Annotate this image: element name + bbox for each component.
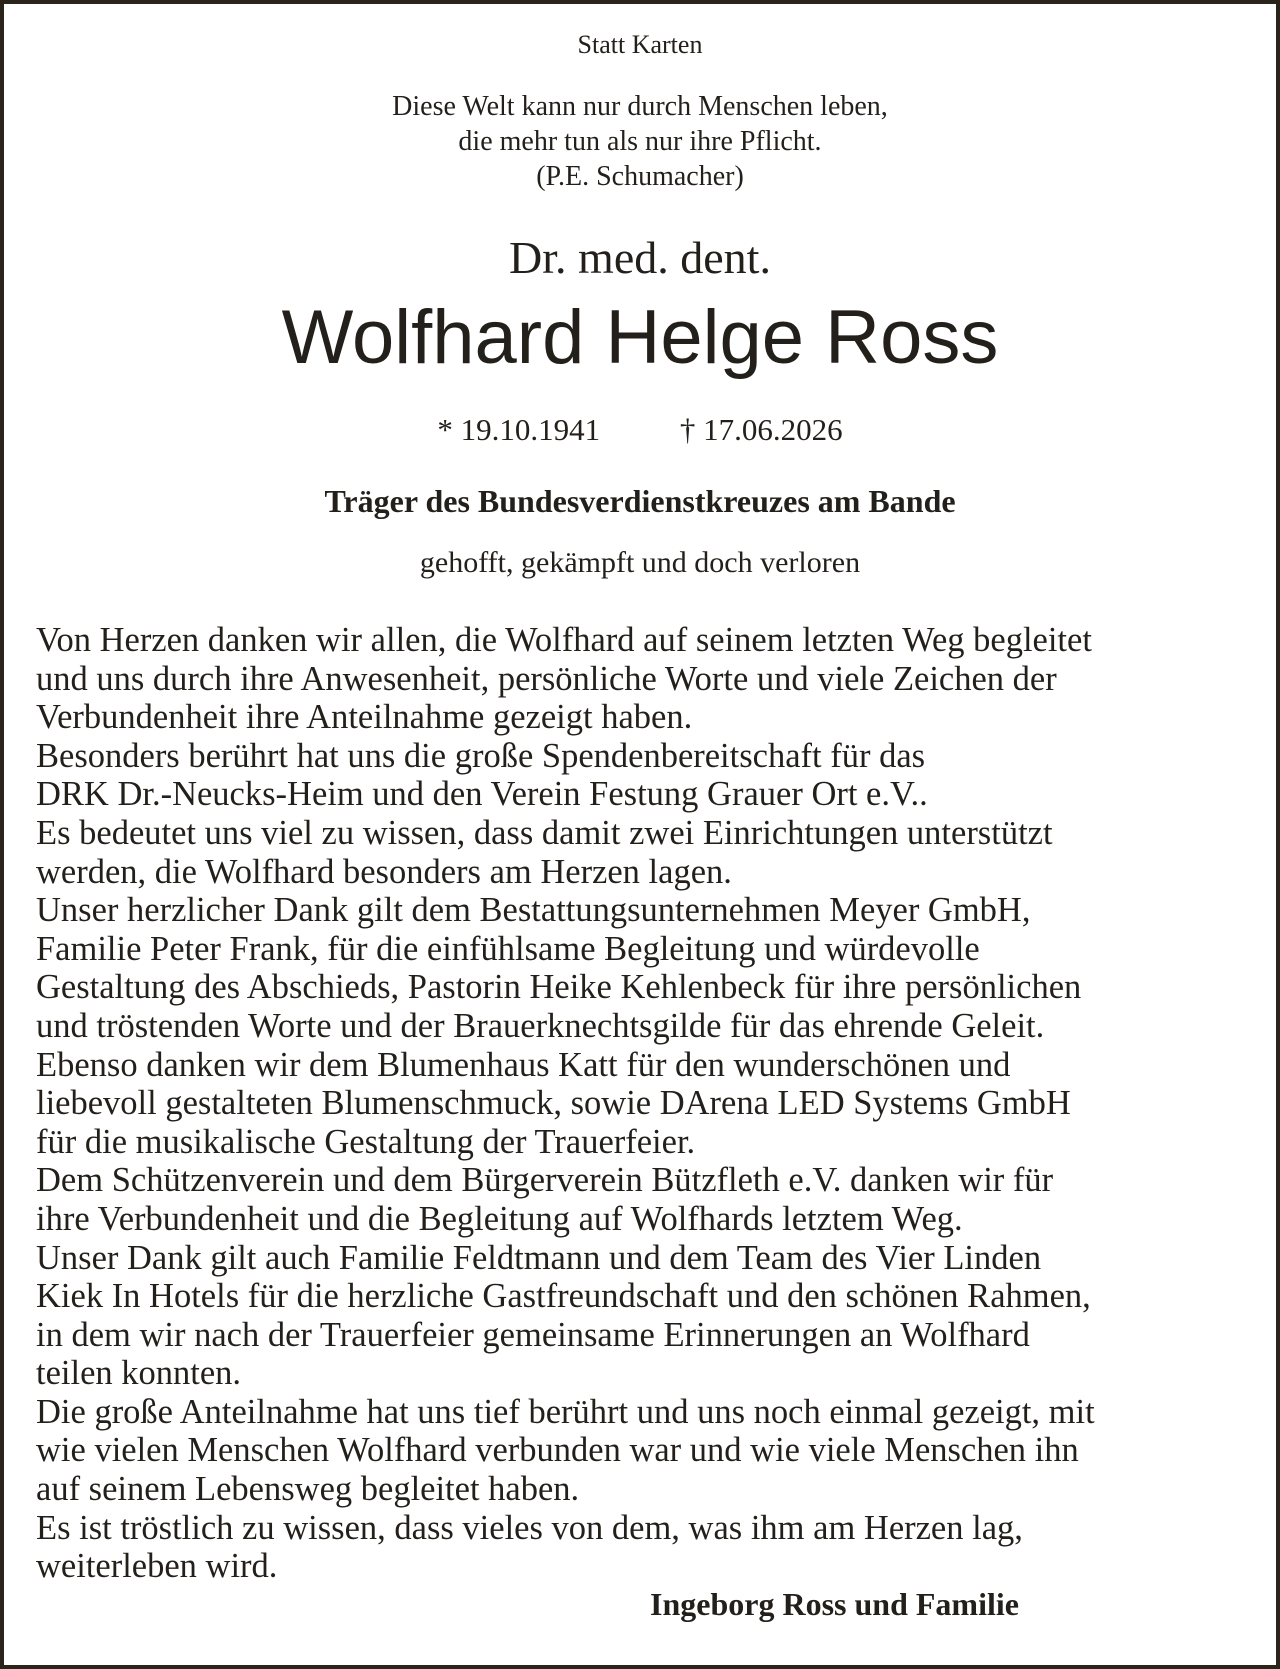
academic-title: Dr. med. dent. bbox=[509, 232, 771, 283]
text-line: Verbundenheit ihre Anteilnahme gezeigt haben. bbox=[36, 698, 693, 737]
text-line: liebevoll gestalteten Blumenschmuck, sowie DArena LED Systems GmbH bbox=[36, 1084, 1071, 1123]
text-line: teilen konnten. bbox=[36, 1354, 242, 1393]
text-line: weiterleben wird. bbox=[36, 1547, 278, 1586]
quote-block bbox=[0, 89, 1280, 194]
text-line: in dem wir nach der Trauerfeier gemeinsame Erinnerungen an Wolfhard bbox=[36, 1315, 1030, 1354]
text-line: Familie Peter Frank, für die einfühlsame Begleitung und würdevolle bbox=[36, 929, 980, 968]
text-line: für die musikalische Gestaltung der Trauerfeier. bbox=[36, 1122, 696, 1161]
quote-line: Diese Welt kann nur durch Menschen leben, bbox=[392, 91, 888, 122]
text-line: Von Herzen danken wir allen, die Wolfhard auf seinem letzten Weg begleitet bbox=[36, 621, 1092, 659]
text-line: Ebenso danken wir dem Blumenhaus Katt für den wunderschönen und bbox=[36, 1045, 1011, 1084]
text-line: Es bedeutet uns viel zu wissen, dass damit zwei Einrichtungen unterstützt bbox=[36, 813, 1053, 852]
text-line: Besonders berührt hat uns die große Spendenbereitschaft für das bbox=[36, 736, 926, 775]
text-line: Es ist tröstlich zu wissen, dass vieles von dem, was ihm am Herzen lag, bbox=[36, 1508, 1023, 1547]
death-date: † 17.06.2026 bbox=[679, 412, 843, 447]
text-line: und uns durch ihre Anwesenheit, persönliche Worte und viele Zeichen der bbox=[36, 659, 1057, 698]
text-line: Kiek In Hotels für die herzliche Gastfreundschaft und den schönen Rahmen, bbox=[36, 1277, 1091, 1316]
honor-line: Träger des Bundesverdienstkreuzes am Bande bbox=[324, 483, 956, 519]
text-line: werden, die Wolfhard besonders am Herzen lagen. bbox=[36, 852, 732, 891]
text-line: auf seinem Lebensweg begleitet haben. bbox=[36, 1470, 580, 1509]
text-line: ihre Verbundenheit und die Begleitung auf Wolfhards letztem Weg. bbox=[36, 1199, 963, 1238]
text-line: Unser Dank gilt auch Familie Feldtmann und dem Team des Vier Linden bbox=[36, 1238, 1042, 1277]
text-line: Gestaltung des Abschieds, Pastorin Heike Kehlenbeck für ihre persönlichen bbox=[36, 968, 1082, 1007]
text-line: DRK Dr.-Neucks-Heim und den Verein Festung Grauer Ort e.V.. bbox=[36, 775, 928, 814]
quote-line: die mehr tun als nur ihre Pflicht. bbox=[458, 126, 822, 157]
deceased-name: Wolfhard Helge Ross bbox=[281, 295, 999, 380]
life-dates bbox=[0, 410, 1280, 450]
signature: Ingeborg Ross und Familie bbox=[650, 1586, 1019, 1622]
text-line: Die große Anteilnahme hat uns tief berührt und uns noch einmal gezeigt, mit bbox=[36, 1392, 1095, 1431]
motto-line: gehofft, gekämpft und doch verloren bbox=[419, 546, 861, 579]
birth-date: * 19.10.1941 bbox=[437, 412, 601, 447]
text-line: Unser herzlicher Dank gilt dem Bestattungsunternehmen Meyer GmbH, bbox=[36, 891, 1031, 930]
text-line: und tröstenden Worte und der Brauerknechtsgilde für das ehrende Geleit. bbox=[36, 1006, 1045, 1045]
header-note: Statt Karten bbox=[577, 30, 703, 59]
text-line: wie vielen Menschen Wolfhard verbunden war und wie viele Menschen ihn bbox=[36, 1431, 1079, 1470]
text-line: Dem Schützenverein und dem Bürgerverein Bützfleth e.V. danken wir für bbox=[36, 1161, 1054, 1200]
thank-you-text bbox=[36, 621, 1266, 1586]
quote-author: (P.E. Schumacher) bbox=[536, 161, 744, 192]
